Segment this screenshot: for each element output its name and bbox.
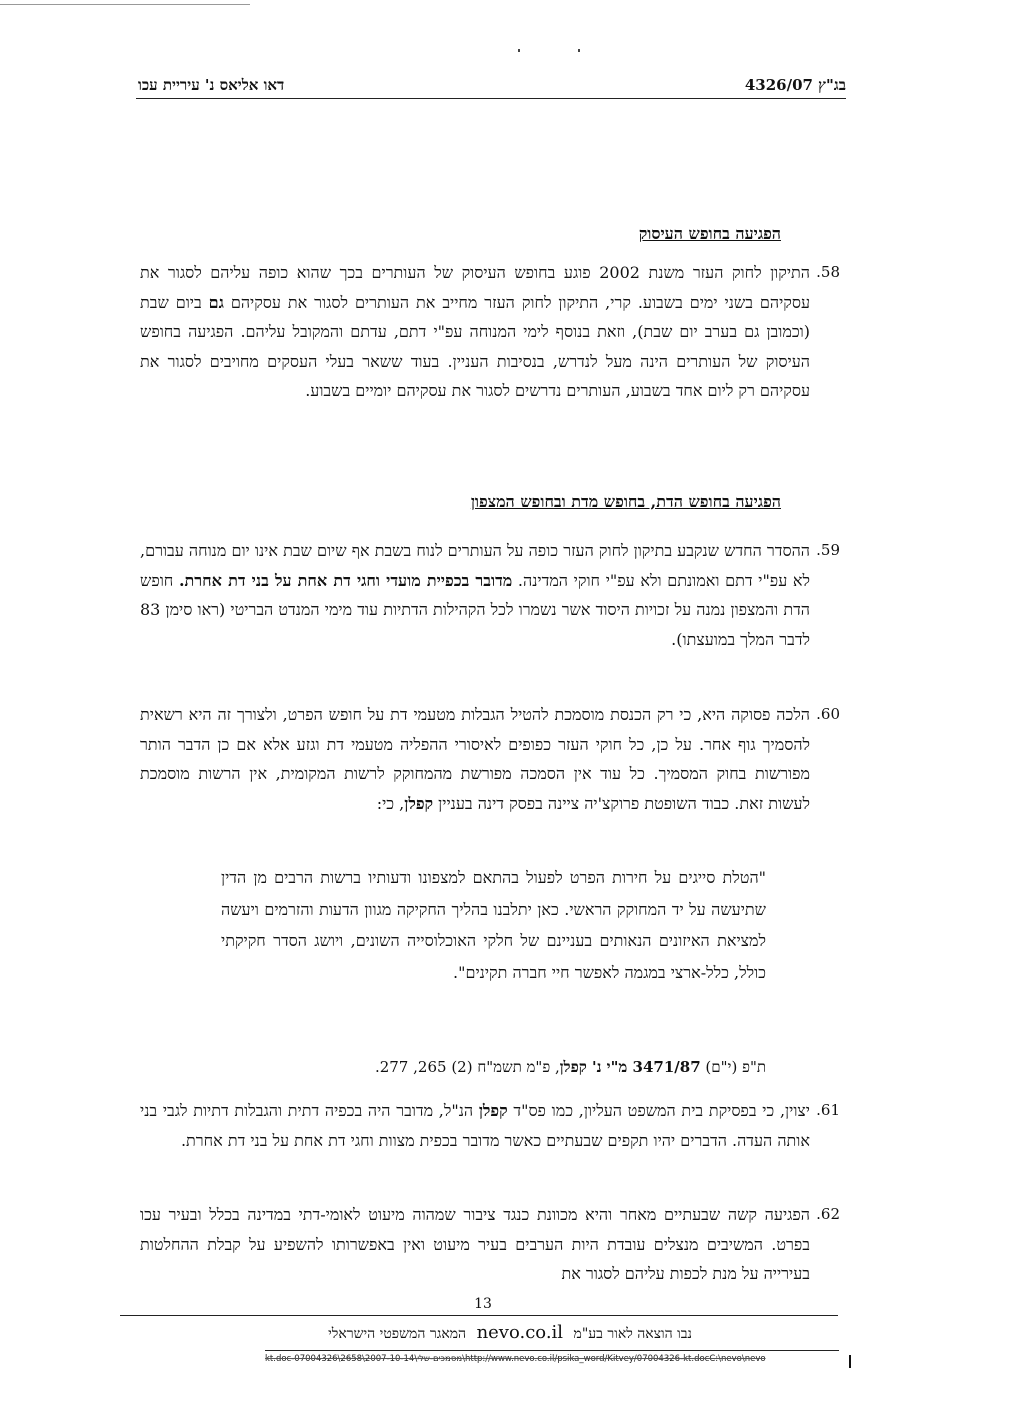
publisher-name: נבו הוצאה לאור בע"מ [573, 1326, 692, 1342]
scan-speck [578, 49, 580, 52]
publisher-site: nevo.co.il [476, 1322, 564, 1343]
case-citation: ת"פ (י"ם) 3471/87 מ"י נ' קפלן, פ"מ תשמ"ח (2) 265, 277. [374, 1058, 766, 1076]
publisher-line [272, 1322, 692, 1343]
header-divider [136, 98, 846, 99]
footer-divider-lower [265, 1350, 839, 1351]
case-parties: דאו אליאס נ' עיריית עכו [138, 76, 285, 94]
scan-speck [518, 49, 520, 52]
case-number: בג"ץ 4326/07 [744, 76, 846, 94]
section-heading-freedom-of-occupation: הפגיעה בחופש העיסוק [638, 224, 781, 243]
page-number: 13 [474, 1296, 492, 1312]
paragraph-59: 59. ההסדר החדש שנקבע בתיקון לחוק העזר כופה על העותרים לנוח בשבת אף שיום שבת אינו יום מנוחה עבורם, לא עפ"י דתם ואמונתם ולא עפ"י חוקי המדינה. מדובר בכפיית מועדי וחגי דת אחת על בני דת אחרת. חופש הדת והמצפון נמנה על זכויות היסוד אשר נשמרו לכל הקהילות הדתיות עוד מימי המנדט הבריטי (ראו סימן 83 לדבר המלך במועצתו). [140, 536, 810, 654]
paragraph-number: 59. [816, 541, 840, 559]
document-source-path: kt.doc-07004326\2658\2007-10-14\מסמכים-שלי\http://www.nevo.co.il/psika_word/Kitvey/07004326-kt.docC:\nevo\nevo [265, 1354, 766, 1364]
section-heading-freedom-of-religion: הפגיעה בחופש הדת, בחופש מדת ובחופש המצפון [470, 492, 781, 511]
paragraph-number: 61. [816, 1101, 840, 1119]
paragraph-number: 60. [816, 705, 840, 723]
paragraph-58: 58. התיקון לחוק העזר משנת 2002 פוגע בחופש העיסוק של העותרים בכך שהוא כופה עליהם לסגור את עסקיהם בשני ימים בשבוע. קרי, התיקון לחוק העזר מחייב את העותרים לסגור את עסקיהם גם ביום שבת (וכמובן גם בערב יום שבת), וזאת בנוסף לימי המנוחה עפ"י דתם, עדתם והמקובל עליהם. הפגיעה בחופש העיסוק של העותרים הינה מעל לנדרש, בנסיבות העניין. בעוד ששאר בעלי העסקים מחויבים לסגור את עסקיהם רק ליום אחד בשבוע, העותרים נדרשים לסגור את עסקיהם יומיים בשבוע. [140, 258, 810, 406]
block-quote: "הטלת סייגים על חירות הפרט לפעול בהתאם למצפונו ודעותיו ברשות הרבים מן הדין שתיעשה על יד המחוקק הראשי. כאן יתלבנו בהליך החקיקה מגוון הדעות והזרמים ויעשה למציאת האיזונים הנאותים בעניינם של חלקי האוכלוסייה השונים, ויושג הסדר חקיקתי כולל, כלל-ארצי במגמה לאפשר חיי חברה תקינים". [221, 868, 766, 982]
paragraph-61: 61. יצוין, כי בפסיקת בית המשפט העליון, כמו פס"ד קפלן הנ"ל, מדובר היה בכפיה דתית והגבלות דתיות לגבי בני אותה העדה. הדברים יהיו תקפים שבעתיים כאשר מדובר בכפית מצוות וחגי דת אחת על בני דת אחרת. [140, 1096, 810, 1155]
paragraph-number: 58. [816, 263, 840, 281]
scan-edge-line [0, 4, 250, 5]
paragraph-62: 62. הפגיעה קשה שבעתיים מאחר והיא מכוונת כנגד ציבור שמהוה מיעוט לאומי-דתי במדינה בכלל ובעיר עכו בפרט. המשיבים מנצלים עובדת היות הערבים בעיר מיעוט ואין באפשרותו להשפיע על קבלת ההחלטות בעירייה על מנת לכפות עליהם לסגור את [140, 1200, 810, 1289]
publisher-tagline: המאגר המשפטי הישראלי [328, 1326, 467, 1342]
paragraph-number: 62. [816, 1205, 840, 1223]
paragraph-60: 60. הלכה פסוקה היא, כי רק הכנסת מוסמכת להטיל הגבלות מטעמי דת על חופש הפרט, ולצורך זה היא רשאית להסמיך גוף אחר. על כן, כל חוקי העזר כפופים לאיסורי ההפליה מטעמי דת וגזע אלא אם כן הדבר הותר מפורשות בחוק המסמיך. כל עוד אין הסמכה מפורשת מהמחוקק לרשות המקומית, אין הרשות מוסמכת לעשות זאת. כבוד השופטת פרוקצ'יה ציינה בפסק דינה בעניין קפלן, כי: [140, 700, 810, 818]
margin-bar [849, 1355, 851, 1368]
footer-divider [120, 1315, 838, 1316]
